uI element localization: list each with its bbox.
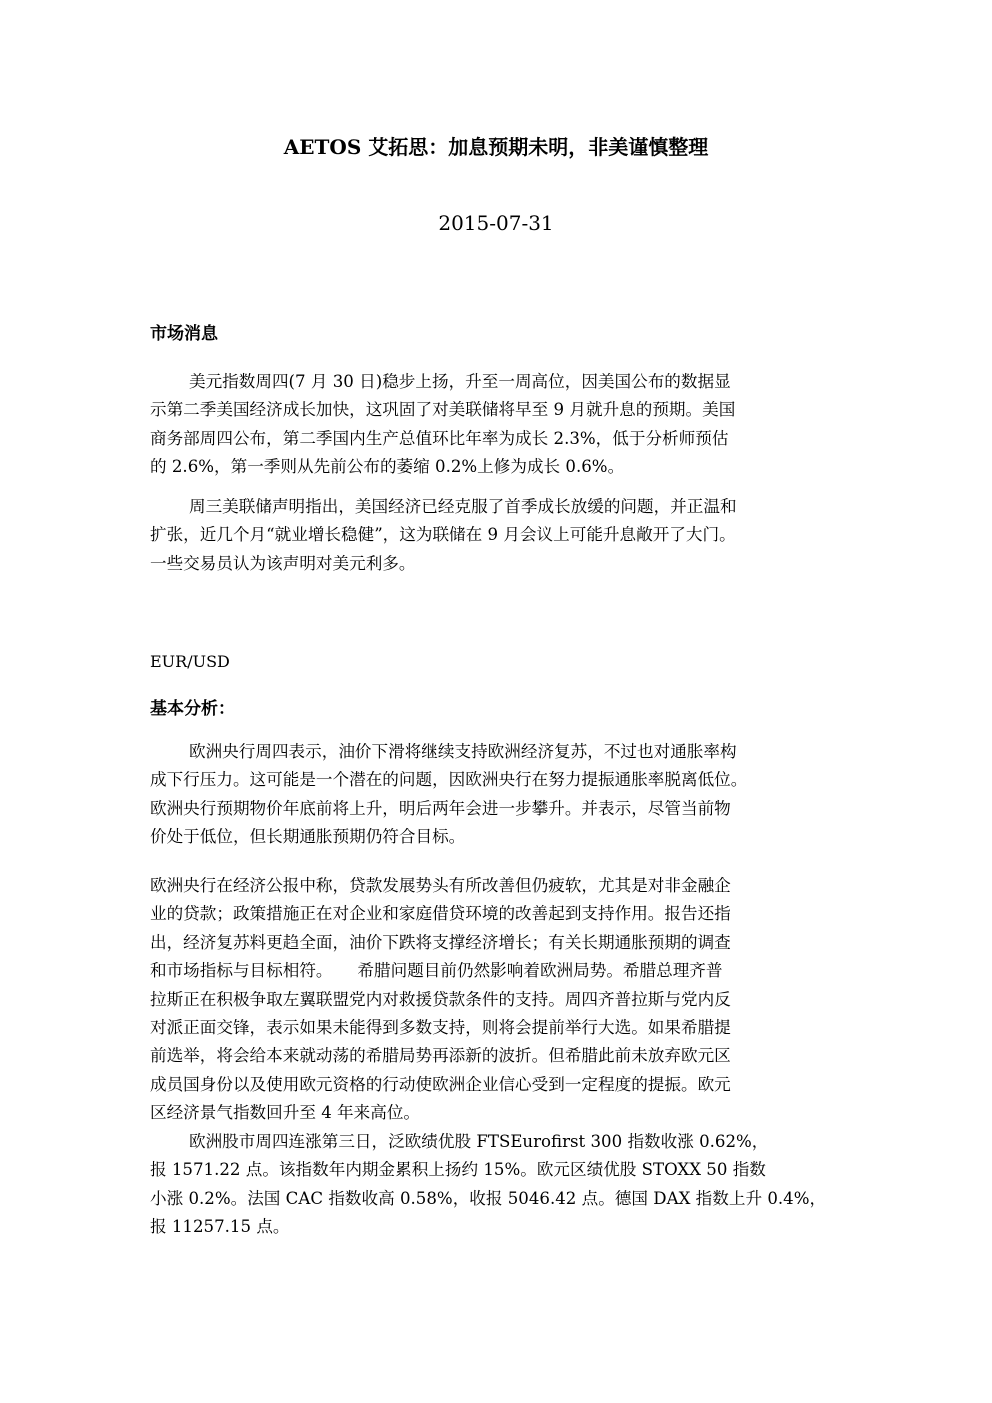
analysis-paragraph-2 [150,872,845,1128]
text-line: 美元指数周四(7 月 30 日)稳步上扬，升至一周高位，因美国公布的数据显 [189,372,731,391]
text-line: 扩张，近几个月“就业增长稳健”，这为联储在 9 月会议上可能升息敞开了大门。 [150,525,736,545]
text-line: 欧洲央行在经济公报中称，贷款发展势头有所改善但仍疲软，尤其是对非金融企 [150,876,731,895]
fundamental-analysis-heading: 基本分析： [150,699,235,719]
text-line: 欧洲央行周四表示，油价下滑将继续支持欧洲经济复苏，不过也对通胀率构 [189,742,737,761]
text-line: 成下行压力。这可能是一个潜在的问题，因欧洲央行在努力提振通胀率脱离低位。 [150,770,748,790]
text-line: 对派正面交锋，表示如果未能得到多数支持，则将会提前举行大选。如果希腊提 [150,1018,731,1038]
text-line: 的 2.6%，第一季则从先前公布的萎缩 0.2%上修为成长 0.6%。 [150,457,625,477]
text-line: 报 11257.15 点。 [150,1217,290,1237]
analysis-paragraph-1 [150,738,845,852]
text-line: 前选举，将会给本来就动荡的希腊局势再添新的波折。但希腊此前未放弃欧元区 [150,1046,731,1066]
analysis-paragraph-3 [150,1128,845,1242]
market-news-heading: 市场消息 [150,324,218,344]
currency-pair-label: EUR/USD [150,652,230,671]
text-line: 报 1571.22 点。该指数年内期金累积上扬约 15%。欧元区绩优股 STOXX 50 指数 [150,1160,766,1180]
text-line: 小涨 0.2%。法国 CAC 指数收高 0.58%，收报 5046.42 点。德国 DAX 指数上升 0.4%， [150,1188,827,1208]
text-line: 欧洲央行预期物价年底前将上升，明后两年会进一步攀升。并表示，尽管当前物 [150,798,731,818]
text-line: 成员国身份以及使用欧元资格的行动使欧洲企业信心受到一定程度的提振。欧元 [150,1074,731,1094]
text-line: 一些交易员认为该声明对美元利多。 [150,553,416,573]
text-line: 业的贷款；政策措施正在对企业和家庭借贷环境的改善起到支持作用。报告还指 [150,904,731,924]
document-date: 2015-07-31 [438,211,554,235]
text-line: 拉斯正在积极争取左翼联盟党内对救援贷款条件的支持。周四齐普拉斯与党内反 [150,989,731,1009]
text-line: 示第二季美国经济成长加快，这巩固了对美联储将早至 9 月就升息的预期。美国 [150,400,736,420]
text-line: 区经济景气指数回升至 4 年来高位。 [150,1103,421,1123]
text-line: 周三美联储声明指出，美国经济已经克服了首季成长放缓的问题，并正温和 [189,497,737,516]
text-line: 欧洲股市周四连涨第三日，泛欧绩优股 FTSEurofirst 300 指数收涨 0.62%， [189,1132,769,1151]
market-news-paragraph-1 [150,368,845,482]
text-line: 和市场指标与目标相符。 希腊问题目前仍然影响着欧洲局势。希腊总理齐普 [150,961,723,981]
text-line: 商务部周四公布，第二季国内生产总值环比年率为成长 2.3%，低于分析师预估 [150,428,729,448]
text-line: 出，经济复苏料更趋全面，油价下跌将支撑经济增长；有关长期通胀预期的调查 [150,932,731,952]
text-line: 价处于低位，但长期通胀预期仍符合目标。 [150,827,466,847]
document-title: AETOS 艾拓思：加息预期未明，非美谨慎整理 [283,135,709,159]
market-news-paragraph-2 [150,493,845,578]
